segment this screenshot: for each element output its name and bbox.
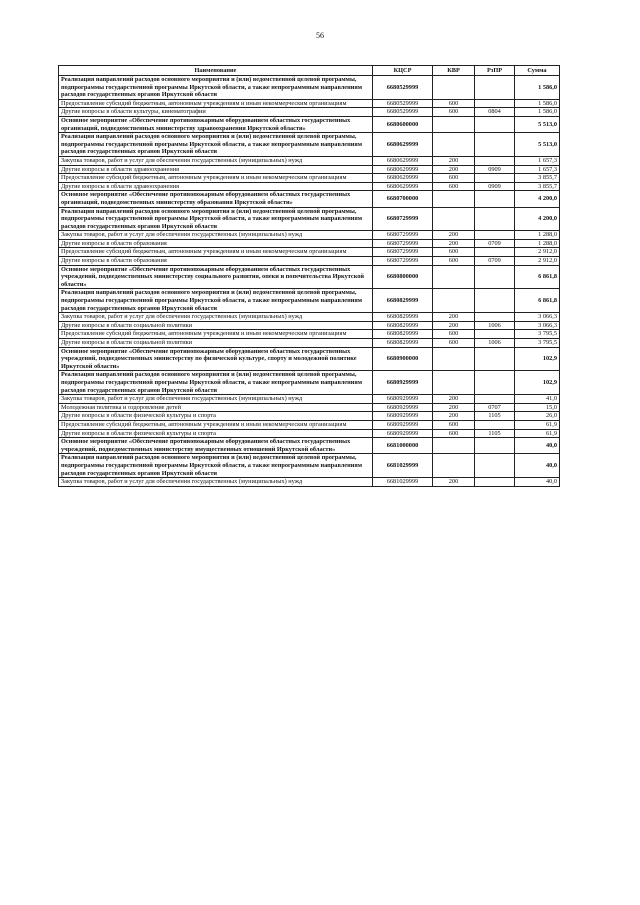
cell-kvr: 600 bbox=[433, 174, 475, 183]
cell-kcsr: 6680929999 bbox=[373, 371, 433, 395]
cell-sum: 3 855,7 bbox=[515, 182, 560, 191]
cell-kcsr: 6680929999 bbox=[373, 395, 433, 404]
table-row bbox=[59, 191, 560, 207]
cell-sum: 6 861,8 bbox=[515, 265, 560, 289]
cell-kcsr: 6681029999 bbox=[373, 478, 433, 487]
table-row bbox=[59, 133, 560, 157]
cell-kcsr: 6680729999 bbox=[373, 239, 433, 248]
table-row bbox=[59, 116, 560, 132]
cell-sum: 40,0 bbox=[515, 478, 560, 487]
cell-kvr: 200 bbox=[433, 165, 475, 174]
table-row bbox=[59, 371, 560, 395]
cell-sum: 1 586,0 bbox=[515, 108, 560, 117]
cell-kcsr: 6680729999 bbox=[373, 248, 433, 257]
cell-sum: 26,0 bbox=[515, 412, 560, 421]
cell-name: Закупка товаров, работ и услуг для обеспечения государственных (муниципальных) нужд bbox=[59, 478, 373, 487]
cell-kvr: 600 bbox=[433, 257, 475, 266]
cell-sum: 1 586,0 bbox=[515, 99, 560, 108]
cell-sum: 1 657,3 bbox=[515, 156, 560, 165]
table-row bbox=[59, 239, 560, 248]
cell-kcsr: 6680529999 bbox=[373, 108, 433, 117]
table-row bbox=[59, 289, 560, 313]
cell-kcsr: 6680929999 bbox=[373, 403, 433, 412]
cell-kcsr: 6681000000 bbox=[373, 438, 433, 454]
cell-name: Основное мероприятие «Обеспечение противопожарным оборудованием областных государственных организаций, подведомственных министерству здравоохранения Иркутской области» bbox=[59, 116, 373, 132]
cell-rzpr bbox=[475, 133, 515, 157]
table-row bbox=[59, 395, 560, 404]
cell-kcsr: 6680829999 bbox=[373, 321, 433, 330]
cell-kvr: 600 bbox=[433, 108, 475, 117]
cell-sum: 3 795,5 bbox=[515, 330, 560, 339]
cell-name: Другие вопросы в области образования bbox=[59, 239, 373, 248]
cell-rzpr bbox=[475, 438, 515, 454]
cell-kcsr: 6680929999 bbox=[373, 429, 433, 438]
page-number: 56 bbox=[316, 31, 324, 40]
cell-name: Другие вопросы в области здравоохранения bbox=[59, 165, 373, 174]
cell-rzpr bbox=[475, 248, 515, 257]
cell-kcsr: 6680800000 bbox=[373, 265, 433, 289]
cell-kvr bbox=[433, 454, 475, 478]
cell-sum: 2 912,0 bbox=[515, 257, 560, 266]
cell-rzpr: 0909 bbox=[475, 165, 515, 174]
cell-kvr: 200 bbox=[433, 239, 475, 248]
cell-name: Основное мероприятие «Обеспечение противопожарным оборудованием областных государственных учреждений, подведомственных министерству по физической культуре, спорту и молодежной политике Иркутской области» bbox=[59, 347, 373, 371]
table-row bbox=[59, 156, 560, 165]
cell-name: Закупка товаров, работ и услуг для обеспечения государственных (муниципальных) нужд bbox=[59, 313, 373, 322]
cell-rzpr bbox=[475, 116, 515, 132]
header-rzpr: РзПР bbox=[475, 66, 515, 76]
cell-kvr bbox=[433, 438, 475, 454]
cell-rzpr bbox=[475, 99, 515, 108]
cell-sum: 102,9 bbox=[515, 371, 560, 395]
cell-sum: 41,0 bbox=[515, 395, 560, 404]
cell-sum: 1 288,0 bbox=[515, 239, 560, 248]
cell-rzpr bbox=[475, 420, 515, 429]
cell-sum: 6 861,8 bbox=[515, 289, 560, 313]
cell-name: Предоставление субсидий бюджетным, автономным учреждениям и иным некоммерческим организациям bbox=[59, 248, 373, 257]
cell-kvr: 200 bbox=[433, 395, 475, 404]
cell-kvr bbox=[433, 347, 475, 371]
cell-name: Молодежная политика и оздоровление детей bbox=[59, 403, 373, 412]
cell-name: Предоставление субсидий бюджетным, автономным учреждениям и иным некоммерческим организациям bbox=[59, 99, 373, 108]
cell-kcsr: 6680829999 bbox=[373, 313, 433, 322]
cell-name: Другие вопросы в области здравоохранения bbox=[59, 182, 373, 191]
cell-kcsr: 6680829999 bbox=[373, 339, 433, 348]
cell-kcsr: 6680529999 bbox=[373, 76, 433, 100]
cell-kvr bbox=[433, 371, 475, 395]
cell-rzpr bbox=[475, 156, 515, 165]
cell-kcsr: 6680729999 bbox=[373, 231, 433, 240]
header-kvr: КВР bbox=[433, 66, 475, 76]
table-row bbox=[59, 207, 560, 231]
cell-sum: 5 513,0 bbox=[515, 133, 560, 157]
cell-kvr: 200 bbox=[433, 156, 475, 165]
table-header-row bbox=[59, 66, 560, 76]
cell-kcsr: 6680629999 bbox=[373, 165, 433, 174]
cell-sum: 15,0 bbox=[515, 403, 560, 412]
table-row bbox=[59, 165, 560, 174]
cell-sum: 2 912,0 bbox=[515, 248, 560, 257]
table-row bbox=[59, 347, 560, 371]
cell-name: Предоставление субсидий бюджетным, автономным учреждениям и иным некоммерческим организациям bbox=[59, 174, 373, 183]
cell-kcsr: 6680729999 bbox=[373, 207, 433, 231]
header-sum: Сумма bbox=[515, 66, 560, 76]
cell-sum: 3 066,3 bbox=[515, 313, 560, 322]
cell-kcsr: 6680700000 bbox=[373, 191, 433, 207]
cell-sum: 3 855,7 bbox=[515, 174, 560, 183]
cell-sum: 61,9 bbox=[515, 429, 560, 438]
cell-kvr: 600 bbox=[433, 339, 475, 348]
cell-name: Другие вопросы в области социальной политики bbox=[59, 321, 373, 330]
cell-rzpr bbox=[475, 207, 515, 231]
cell-kvr: 200 bbox=[433, 313, 475, 322]
cell-name: Другие вопросы в области физической культуры и спорта bbox=[59, 429, 373, 438]
cell-name: Другие вопросы в области образования bbox=[59, 257, 373, 266]
table-row bbox=[59, 313, 560, 322]
cell-rzpr: 1006 bbox=[475, 339, 515, 348]
table-row bbox=[59, 478, 560, 487]
cell-rzpr: 0709 bbox=[475, 257, 515, 266]
cell-rzpr bbox=[475, 330, 515, 339]
table-row bbox=[59, 231, 560, 240]
cell-rzpr bbox=[475, 313, 515, 322]
cell-sum: 40,0 bbox=[515, 454, 560, 478]
cell-sum: 1 586,0 bbox=[515, 76, 560, 100]
table-row bbox=[59, 182, 560, 191]
budget-table bbox=[58, 65, 560, 487]
cell-rzpr: 1006 bbox=[475, 321, 515, 330]
cell-kcsr: 6680529999 bbox=[373, 99, 433, 108]
cell-kvr: 200 bbox=[433, 412, 475, 421]
cell-kcsr: 6680929999 bbox=[373, 420, 433, 429]
cell-kvr bbox=[433, 289, 475, 313]
cell-rzpr bbox=[475, 478, 515, 487]
table-row bbox=[59, 108, 560, 117]
cell-name: Закупка товаров, работ и услуг для обеспечения государственных (муниципальных) нужд bbox=[59, 395, 373, 404]
cell-kvr bbox=[433, 116, 475, 132]
table-row bbox=[59, 99, 560, 108]
cell-kvr: 200 bbox=[433, 478, 475, 487]
table-row bbox=[59, 76, 560, 100]
table-row bbox=[59, 454, 560, 478]
cell-kvr: 600 bbox=[433, 99, 475, 108]
cell-sum: 40,0 bbox=[515, 438, 560, 454]
table-row bbox=[59, 174, 560, 183]
table-body bbox=[59, 76, 560, 487]
cell-rzpr bbox=[475, 289, 515, 313]
table-row bbox=[59, 248, 560, 257]
cell-kcsr: 6680929999 bbox=[373, 412, 433, 421]
cell-kvr: 200 bbox=[433, 231, 475, 240]
cell-kcsr: 6680629999 bbox=[373, 182, 433, 191]
cell-sum: 4 200,0 bbox=[515, 207, 560, 231]
cell-sum: 102,9 bbox=[515, 347, 560, 371]
cell-kvr: 600 bbox=[433, 248, 475, 257]
table-row bbox=[59, 412, 560, 421]
cell-kvr bbox=[433, 265, 475, 289]
cell-kvr bbox=[433, 133, 475, 157]
cell-rzpr bbox=[475, 371, 515, 395]
cell-rzpr: 1105 bbox=[475, 412, 515, 421]
cell-name: Предоставление субсидий бюджетным, автономным учреждениям и иным некоммерческим организациям bbox=[59, 420, 373, 429]
cell-name: Реализация направлений расходов основного мероприятия и (или) ведомственной целевой программы, подпрограммы государственной программы Иркутской области, а также непрограммным направлениям расходов государственных органов Иркутской области bbox=[59, 76, 373, 100]
cell-rzpr: 0804 bbox=[475, 108, 515, 117]
cell-kvr: 600 bbox=[433, 420, 475, 429]
cell-name: Другие вопросы в области социальной политики bbox=[59, 339, 373, 348]
table-row bbox=[59, 339, 560, 348]
cell-name: Другие вопросы в области культуры, кинематографии bbox=[59, 108, 373, 117]
table-row bbox=[59, 330, 560, 339]
table-row bbox=[59, 438, 560, 454]
cell-kcsr: 6681029999 bbox=[373, 454, 433, 478]
cell-rzpr bbox=[475, 231, 515, 240]
cell-sum: 4 200,0 bbox=[515, 191, 560, 207]
cell-kvr: 600 bbox=[433, 330, 475, 339]
cell-kvr: 600 bbox=[433, 182, 475, 191]
cell-name: Другие вопросы в области физической культуры и спорта bbox=[59, 412, 373, 421]
cell-sum: 3 795,5 bbox=[515, 339, 560, 348]
cell-sum: 5 513,0 bbox=[515, 116, 560, 132]
cell-name: Закупка товаров, работ и услуг для обеспечения государственных (муниципальных) нужд bbox=[59, 231, 373, 240]
cell-kvr: 200 bbox=[433, 403, 475, 412]
cell-kcsr: 6680900000 bbox=[373, 347, 433, 371]
cell-kvr bbox=[433, 191, 475, 207]
cell-sum: 1 288,0 bbox=[515, 231, 560, 240]
cell-rzpr bbox=[475, 395, 515, 404]
cell-name: Реализация направлений расходов основного мероприятия и (или) ведомственной целевой программы, подпрограммы государственной программы Иркутской области, а также непрограммным направлениям расходов государственных органов Иркутской области bbox=[59, 133, 373, 157]
cell-name: Реализация направлений расходов основного мероприятия и (или) ведомственной целевой программы, подпрограммы государственной программы Иркутской области, а также непрограммным направлениям расходов государственных органов Иркутской области bbox=[59, 207, 373, 231]
cell-rzpr: 0707 bbox=[475, 403, 515, 412]
cell-kcsr: 6680729999 bbox=[373, 257, 433, 266]
table-row bbox=[59, 321, 560, 330]
table-row bbox=[59, 429, 560, 438]
cell-rzpr: 1105 bbox=[475, 429, 515, 438]
cell-name: Реализация направлений расходов основного мероприятия и (или) ведомственной целевой программы, подпрограммы государственной программы Иркутской области, а также непрограммным направлениям расходов государственных органов Иркутской области bbox=[59, 289, 373, 313]
cell-name: Предоставление субсидий бюджетным, автономным учреждениям и иным некоммерческим организациям bbox=[59, 330, 373, 339]
cell-sum: 61,9 bbox=[515, 420, 560, 429]
cell-rzpr bbox=[475, 347, 515, 371]
cell-name: Закупка товаров, работ и услуг для обеспечения государственных (муниципальных) нужд bbox=[59, 156, 373, 165]
cell-kcsr: 6680629999 bbox=[373, 133, 433, 157]
cell-kcsr: 6680629999 bbox=[373, 156, 433, 165]
cell-name: Реализация направлений расходов основного мероприятия и (или) ведомственной целевой программы, подпрограммы государственной программы Иркутской области, а также непрограммным направлениям расходов государственных органов Иркутской области bbox=[59, 454, 373, 478]
cell-kcsr: 6680829999 bbox=[373, 289, 433, 313]
header-kcsr: КЦСР bbox=[373, 66, 433, 76]
header-name: Наименование bbox=[59, 66, 373, 76]
cell-kvr: 200 bbox=[433, 321, 475, 330]
cell-rzpr: 0909 bbox=[475, 182, 515, 191]
cell-kcsr: 6680600000 bbox=[373, 116, 433, 132]
cell-rzpr bbox=[475, 454, 515, 478]
cell-rzpr bbox=[475, 191, 515, 207]
cell-rzpr bbox=[475, 76, 515, 100]
cell-sum: 3 066,3 bbox=[515, 321, 560, 330]
cell-kvr bbox=[433, 76, 475, 100]
table-row bbox=[59, 265, 560, 289]
cell-rzpr: 0709 bbox=[475, 239, 515, 248]
cell-name: Реализация направлений расходов основного мероприятия и (или) ведомственной целевой программы, подпрограммы государственной программы Иркутской области, а также непрограммным направлениям расходов государственных органов Иркутской области bbox=[59, 371, 373, 395]
table-row bbox=[59, 420, 560, 429]
cell-kcsr: 6680829999 bbox=[373, 330, 433, 339]
cell-kvr bbox=[433, 207, 475, 231]
cell-name: Основное мероприятие «Обеспечение противопожарным оборудованием областных государственных учреждений, подведомственных министерству имущественных отношений Иркутской области» bbox=[59, 438, 373, 454]
cell-name: Основное мероприятие «Обеспечение противопожарным оборудованием областных государственных учреждений, подведомственных министерству социального развития, опеки и попечительства Иркутской области» bbox=[59, 265, 373, 289]
cell-name: Основное мероприятие «Обеспечение противопожарным оборудованием областных государственных организаций, подведомственных министерству образования Иркутской области» bbox=[59, 191, 373, 207]
table-row bbox=[59, 257, 560, 266]
table-row bbox=[59, 403, 560, 412]
cell-sum: 1 657,3 bbox=[515, 165, 560, 174]
cell-rzpr bbox=[475, 265, 515, 289]
cell-kcsr: 6680629999 bbox=[373, 174, 433, 183]
cell-rzpr bbox=[475, 174, 515, 183]
cell-kvr: 600 bbox=[433, 429, 475, 438]
